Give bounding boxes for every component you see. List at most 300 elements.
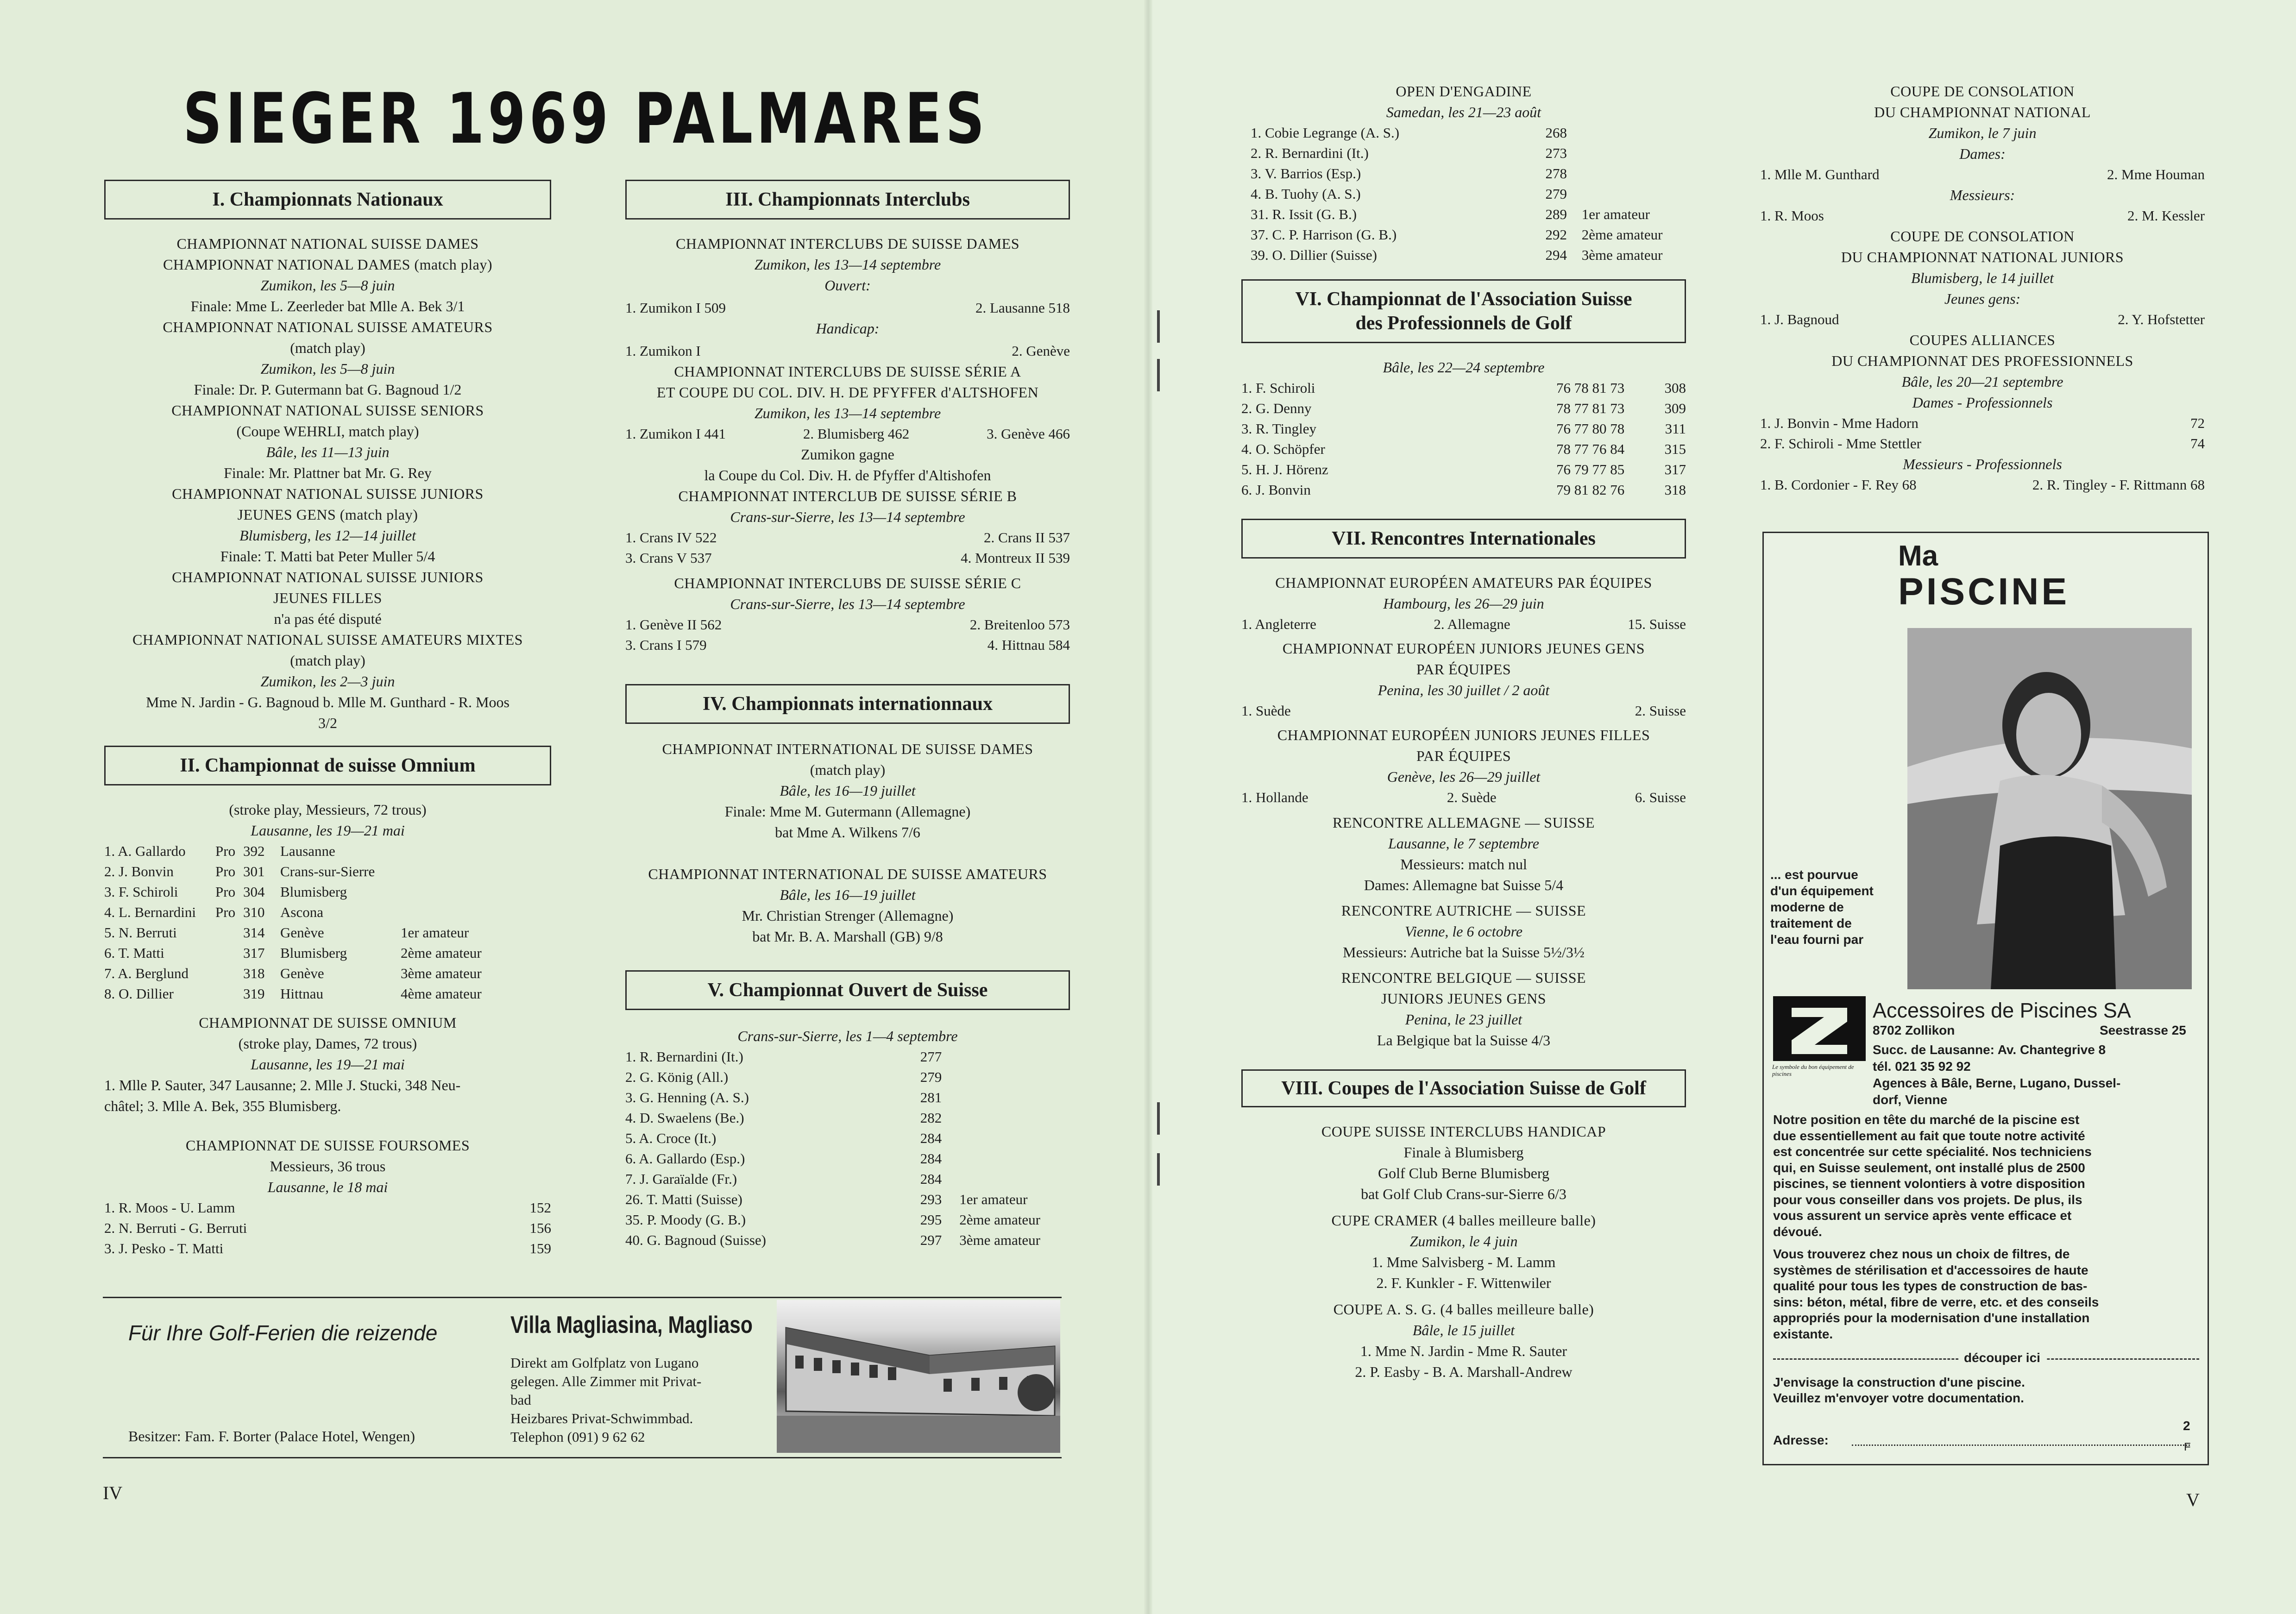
result-cell: 1. J. Bagnoud xyxy=(1760,311,1839,327)
company-tel: tél. 021 35 92 92 xyxy=(1873,1059,1971,1074)
intl-dames-result: Finale: Mme M. Gutermann (Allemagne) xyxy=(724,803,971,820)
section-1-line: 3/2 xyxy=(318,715,337,731)
consolation-date: Zumikon, le 7 juin xyxy=(1928,125,2037,141)
engadine-title: OPEN D'ENGADINE xyxy=(1396,83,1532,100)
section-heading-2: II. Championnat de suisse Omnium xyxy=(104,746,551,785)
result-cell: Pro xyxy=(215,884,236,900)
result-row xyxy=(625,1067,1070,1087)
result-row xyxy=(104,984,551,1004)
result-cell: 1. F. Schiroli xyxy=(1241,380,1315,396)
result-cell: 40. G. Bagnoud (Suisse) xyxy=(625,1232,766,1248)
result-cell: 1er amateur xyxy=(1581,206,1650,222)
result-cell: 1. B. Cordonier - F. Rey 68 xyxy=(1760,477,1917,493)
company-logo-icon xyxy=(1773,996,1866,1066)
piscine-body-line: existante. xyxy=(1773,1326,1833,1341)
result-cell: 3ème amateur xyxy=(401,965,482,981)
interclubs-handicap-row xyxy=(625,341,1070,361)
piscine-tagline-line: l'eau fourni par xyxy=(1770,932,1864,947)
section-heading-3: III. Championnats Interclubs xyxy=(625,180,1070,220)
alliances-row xyxy=(1760,433,2205,454)
result-cell: 2. Lausanne 518 xyxy=(975,300,1070,316)
result-row xyxy=(1241,439,1686,459)
result-cell: 2. Mme Houman xyxy=(2107,166,2205,182)
result-cell: 2. R. Bernardini (It.) xyxy=(1251,145,1369,161)
asg-cup-result: 1. Mme N. Jardin - Mme R. Sauter xyxy=(1360,1343,1567,1359)
result-cell: 76 79 77 85 xyxy=(1556,461,1625,477)
result-cell: 292 xyxy=(1545,226,1567,243)
result-cell: 1. Suède xyxy=(1241,703,1291,719)
section-heading-8: VIII. Coupes de l'Association Suisse de Golf xyxy=(1241,1069,1686,1107)
euro-jf-date: Genève, les 26—29 juillet xyxy=(1387,768,1541,785)
piscine-tagline-line: traitement de xyxy=(1770,916,1852,930)
result-row xyxy=(625,1169,1070,1189)
intl-amateurs-result: Mr. Christian Strenger (Allemagne) xyxy=(742,907,954,924)
result-cell: 2ème amateur xyxy=(959,1212,1040,1228)
result-cell: Ascona xyxy=(280,904,323,920)
villa-photo xyxy=(777,1300,1060,1453)
result-cell xyxy=(959,1067,1070,1087)
villa-text xyxy=(510,1354,701,1446)
section-1-line: n'a pas été disputé xyxy=(274,610,382,627)
result-cell: 279 xyxy=(1545,186,1567,202)
alliances-title-2: DU CHAMPIONNAT DES PROFESSIONNELS xyxy=(1831,352,2133,369)
piscine-body-line: vous assurent un service après vente efficace et xyxy=(1773,1208,2072,1223)
swimmer-image xyxy=(1907,628,2192,989)
result-cell xyxy=(959,1128,1070,1149)
result-cell xyxy=(1582,163,1686,184)
omnium-date: Lausanne, les 19—21 mai xyxy=(251,822,405,839)
section-1-line: Blumisberg, les 12—14 juillet xyxy=(239,527,416,544)
result-cell: 1. Hollande xyxy=(1241,789,1308,805)
result-row xyxy=(104,841,551,861)
result-row xyxy=(1251,184,1686,204)
result-cell xyxy=(959,1169,1070,1189)
result-cell xyxy=(401,902,503,923)
consolation-juniors-date: Blumisberg, le 14 juillet xyxy=(1911,270,2054,286)
result-row xyxy=(104,923,551,943)
page-title: SIEGER 1969 PALMARES xyxy=(183,79,988,159)
result-cell: 31. R. Issit (G. B.) xyxy=(1251,206,1357,222)
result-cell: 2. Genève xyxy=(1012,343,1070,359)
section-1-line: Zumikon, les 2—3 juin xyxy=(260,673,395,690)
piscine-body-line: piscines, se tiennent volontiers à votre disposition xyxy=(1773,1176,2085,1191)
section-heading-1: I. Championnats Nationaux xyxy=(104,180,551,220)
piscine-body-1 xyxy=(1773,1112,2092,1240)
result-cell: 2. J. Bonvin xyxy=(104,863,174,879)
result-cell: 2. G. König (All.) xyxy=(625,1069,729,1085)
consolation-messieurs-label: Messieurs: xyxy=(1950,187,2015,203)
result-row xyxy=(625,1149,1070,1169)
result-cell: 3. Crans V 537 xyxy=(625,550,712,566)
result-cell: 4. Montreux II 539 xyxy=(961,550,1070,566)
section-1-line: CHAMPIONNAT NATIONAL SUISSE JUNIORS xyxy=(172,485,484,502)
result-row xyxy=(625,1128,1070,1149)
piscine-body-line: dévoué. xyxy=(1773,1224,1822,1239)
result-cell: 314 xyxy=(243,924,265,941)
section-1-line: Zumikon, les 5—8 juin xyxy=(260,360,395,377)
piscine-body-line: systèmes de stérilisation et d'accessoires de haute xyxy=(1773,1262,2088,1277)
result-cell: 277 xyxy=(920,1049,942,1065)
rencontre-belgique-date: Penina, le 23 juillet xyxy=(1405,1011,1522,1028)
result-cell: 295 xyxy=(920,1212,942,1228)
result-cell: 78 77 81 73 xyxy=(1556,400,1625,416)
serie-c-row xyxy=(625,615,1070,635)
result-row xyxy=(1251,204,1686,225)
section-1-line: Bâle, les 11—13 juin xyxy=(266,444,390,460)
euro-jf-title-2: PAR ÉQUIPES xyxy=(1416,747,1511,764)
cramer-title: CUPE CRAMER (4 balles meilleure balle) xyxy=(1331,1212,1596,1229)
result-cell: 2. F. Schiroli - Mme Stettler xyxy=(1760,435,1921,452)
euro-jg-title: CHAMPIONNAT EUROPÉEN JUNIORS JEUNES GENS xyxy=(1282,640,1645,657)
piscine-tagline xyxy=(1770,867,1874,948)
rencontre-allemagne-result-2: Dames: Allemagne bat Suisse 5/4 xyxy=(1364,877,1564,893)
company-agences-2: dorf, Vienne xyxy=(1873,1093,1948,1107)
alliances-row xyxy=(1760,413,2205,433)
page-number-left: IV xyxy=(103,1482,123,1503)
result-row xyxy=(1241,459,1686,480)
omnium-dames-date: Lausanne, les 19—21 mai xyxy=(251,1056,405,1073)
section-heading-6-line1: VI. Championnat de l'Association Suisse xyxy=(1295,289,1632,310)
section-1-line: Finale: Mme L. Zeerleder bat Mlle A. Bek 3/1 xyxy=(190,298,465,314)
consolation-title-2: DU CHAMPIONNAT NATIONAL xyxy=(1874,104,2091,120)
company-agences: Agences à Bâle, Berne, Lugano, Dussel- xyxy=(1873,1076,2121,1090)
section-1-line: JEUNES FILLES xyxy=(273,590,382,606)
result-cell: 284 xyxy=(920,1171,942,1187)
consolation-juniors-row xyxy=(1760,309,2205,330)
serie-b-title: CHAMPIONNAT INTERCLUB DE SUISSE SÉRIE B xyxy=(678,488,1017,504)
result-cell: 6. A. Gallardo (Esp.) xyxy=(625,1150,745,1167)
result-cell: 1er amateur xyxy=(959,1191,1028,1207)
result-cell: 5. H. J. Hörenz xyxy=(1241,461,1328,477)
result-cell: Hittnau xyxy=(280,986,323,1002)
result-cell: 74 xyxy=(2190,435,2205,452)
result-cell: 4. D. Swaelens (Be.) xyxy=(625,1110,744,1126)
column-1 xyxy=(104,180,551,1259)
serie-a-row xyxy=(625,424,1070,444)
result-cell: 72 xyxy=(2190,415,2205,431)
result-cell: 2. Allemagne xyxy=(1434,616,1510,632)
swimmer-photo xyxy=(1907,628,2192,989)
result-row xyxy=(1251,123,1686,143)
result-cell: 39. O. Dillier (Suisse) xyxy=(1251,247,1377,263)
omnium-dames-sub: (stroke play, Dames, 72 trous) xyxy=(238,1035,417,1052)
piscine-body-line: appropriés pour la modernisation d'une installation xyxy=(1773,1311,2090,1325)
result-cell: 6. T. Matti xyxy=(104,945,164,961)
result-cell: 6. J. Bonvin xyxy=(1241,482,1311,498)
section-1-body xyxy=(104,233,551,734)
villa-building-image xyxy=(777,1300,1060,1453)
result-cell: 2. R. Tingley - F. Rittmann 68 xyxy=(2032,477,2205,493)
column-4 xyxy=(1760,81,2205,495)
result-cell: 2. Blumisberg 462 xyxy=(803,426,910,442)
result-cell: 279 xyxy=(920,1069,942,1085)
result-row xyxy=(625,1087,1070,1108)
result-cell xyxy=(959,1108,1070,1128)
piscine-body-line: qualité pour tous les types de construction de bas- xyxy=(1773,1279,2088,1293)
result-cell: 1. Zumikon I 441 xyxy=(625,426,726,442)
logo-tagline: Le symbole du bon équipement de piscines xyxy=(1772,1063,1854,1077)
result-row xyxy=(104,902,551,923)
villa-text-line: bad xyxy=(510,1392,531,1408)
result-cell: 3ème amateur xyxy=(959,1232,1040,1248)
foursomes-title: CHAMPIONNAT DE SUISSE FOURSOMES xyxy=(185,1137,470,1154)
result-cell: Pro xyxy=(215,904,236,920)
engadine-results xyxy=(1241,123,1686,265)
interclubs-ouvert-label: Ouvert: xyxy=(824,277,871,294)
piscine-tagline-line: ... est pourvue xyxy=(1770,867,1858,882)
foursomes-sub: Messieurs, 36 trous xyxy=(270,1158,386,1174)
result-cell: 152 xyxy=(529,1200,551,1216)
serie-a-title: CHAMPIONNAT INTERCLUBS DE SUISSE SÉRIE A xyxy=(674,363,1021,380)
serie-a-note: Zumikon gagne xyxy=(801,446,894,463)
result-cell: Pro xyxy=(215,843,236,859)
asg-pro-date: Bâle, les 22—24 septembre xyxy=(1383,359,1545,376)
result-cell: 293 xyxy=(920,1191,942,1207)
result-row xyxy=(1251,143,1686,163)
result-cell: 2. Y. Hofstetter xyxy=(2118,311,2205,327)
piscine-ma: Ma xyxy=(1898,540,1938,572)
intl-dames-result-2: bat Mme A. Wilkens 7/6 xyxy=(775,824,920,841)
result-cell: 3. Genève 466 xyxy=(987,426,1070,442)
rencontre-belgique-result: La Belgique bat la Suisse 4/3 xyxy=(1377,1032,1551,1049)
result-cell xyxy=(401,861,503,882)
serie-a-note-2: la Coupe du Col. Div. H. de Pfyffer d'Altishofen xyxy=(704,467,991,484)
coupon-line: J'envisage la construction d'une piscine. xyxy=(1773,1375,2025,1389)
result-cell: 156 xyxy=(529,1220,551,1236)
serie-b-row xyxy=(625,528,1070,548)
serie-b-row xyxy=(625,548,1070,568)
result-cell: 289 xyxy=(1545,206,1567,222)
result-cell: 4ème amateur xyxy=(401,986,482,1002)
result-cell: Lausanne xyxy=(280,843,335,859)
result-cell: 2. G. Denny xyxy=(1241,400,1312,416)
interclubs-handicap-line: Finale à Blumisberg xyxy=(1403,1144,1524,1161)
result-cell xyxy=(401,841,503,861)
result-cell xyxy=(959,1047,1070,1067)
result-cell: 2. N. Berruti - G. Berruti xyxy=(104,1220,247,1236)
result-cell: 3ème amateur xyxy=(1581,247,1663,263)
serie-c-title: CHAMPIONNAT INTERCLUBS DE SUISSE SÉRIE C xyxy=(674,575,1021,591)
result-cell: 1. Zumikon I xyxy=(625,343,701,359)
villa-owner: Besitzer: Fam. F. Borter (Palace Hotel, Wengen) xyxy=(128,1428,415,1444)
result-cell xyxy=(1582,184,1686,204)
intl-dames-sub: (match play) xyxy=(810,761,886,778)
result-cell: 317 xyxy=(243,945,265,961)
result-cell: 1. A. Gallardo xyxy=(104,843,186,859)
alliances-dames-label: Dames - Professionnels xyxy=(1912,394,2053,411)
villa-name: Villa Magliasina, Magliaso xyxy=(510,1312,753,1338)
villa-ad xyxy=(103,1297,1062,1458)
consolation-title: COUPE DE CONSOLATION xyxy=(1890,83,2075,100)
spine-mark xyxy=(1157,1102,1160,1135)
euro-jg-date: Penina, les 30 juillet / 2 août xyxy=(1378,682,1550,698)
section-1-line: CHAMPIONNAT NATIONAL SUISSE DAMES xyxy=(176,235,479,252)
spine xyxy=(1144,0,1152,1614)
result-cell: 4. L. Bernardini xyxy=(104,904,196,920)
engadine-date: Samedan, les 21—23 août xyxy=(1386,104,1541,120)
result-cell: 78 77 76 84 xyxy=(1556,441,1625,457)
result-cell: 3. R. Tingley xyxy=(1241,421,1316,437)
result-row xyxy=(104,1198,551,1218)
company-city: 8702 Zollikon xyxy=(1873,1023,1955,1037)
piscine-body-line: sins: béton, métal, fibre de verre, etc. et des conseils xyxy=(1773,1294,2099,1309)
foursomes-results xyxy=(104,1198,551,1259)
consolation-juniors-title-2: DU CHAMPIONNAT NATIONAL JUNIORS xyxy=(1841,249,2124,265)
coupon-number: 2 xyxy=(2183,1419,2190,1433)
result-row xyxy=(1251,163,1686,184)
rencontre-belgique-title-2: JUNIORS JEUNES GENS xyxy=(1381,990,1547,1007)
section-1-line: CHAMPIONNAT NATIONAL SUISSE JUNIORS xyxy=(172,569,484,585)
result-cell: 4. Hittnau 584 xyxy=(987,637,1070,653)
result-cell: Genève xyxy=(280,965,324,981)
address-label[interactable]: Adresse: xyxy=(1773,1433,1829,1447)
result-cell xyxy=(215,963,243,984)
result-cell: 6. Suisse xyxy=(1635,789,1686,805)
result-cell: 1. Angleterre xyxy=(1241,616,1316,632)
piscine-ad xyxy=(1762,532,2209,1465)
villa-text-line: Direkt am Golfplatz von Lugano xyxy=(510,1355,699,1371)
result-cell: 26. T. Matti (Suisse) xyxy=(625,1191,742,1207)
rencontre-allemagne-title: RENCONTRE ALLEMAGNE — SUISSE xyxy=(1332,814,1595,831)
section-1-line: (Coupe WEHRLI, match play) xyxy=(236,423,419,440)
section-1-line: Zumikon, les 5—8 juin xyxy=(260,277,395,294)
asg-cup-title: COUPE A. S. G. (4 balles meilleure balle) xyxy=(1333,1301,1594,1318)
result-row xyxy=(104,963,551,984)
page-number-right: V xyxy=(2186,1489,2200,1510)
foursomes-date: Lausanne, le 18 mai xyxy=(267,1179,388,1195)
serie-a-date: Zumikon, les 13—14 septembre xyxy=(754,405,941,421)
piscine-body-line: Notre position en tête du marché de la piscine est xyxy=(1773,1112,2080,1127)
result-row xyxy=(1241,419,1686,439)
result-row xyxy=(104,1218,551,1238)
result-cell xyxy=(215,923,243,943)
asg-cup-date: Bâle, le 15 juillet xyxy=(1412,1322,1515,1338)
result-cell: 1. J. Bonvin - Mme Hadorn xyxy=(1760,415,1919,431)
omnium-intro: (stroke play, Messieurs, 72 trous) xyxy=(229,801,427,818)
result-cell xyxy=(1582,123,1686,143)
piscine-body-line: qui, en Suisse seulement, ont installé plus de 2500 xyxy=(1773,1160,2085,1175)
result-cell: 2. Suède xyxy=(1447,789,1497,805)
interclubs-dames-title: CHAMPIONNAT INTERCLUBS DE SUISSE DAMES xyxy=(675,235,1020,252)
rencontre-belgique-title: RENCONTRE BELGIQUE — SUISSE xyxy=(1341,969,1586,986)
interclubs-handicap-label: Handicap: xyxy=(816,320,880,337)
cramer-date: Zumikon, le 4 juin xyxy=(1409,1233,1518,1250)
result-cell xyxy=(959,1087,1070,1108)
result-cell: 79 81 82 76 xyxy=(1556,482,1625,498)
address-line[interactable] xyxy=(1852,1444,2190,1446)
result-row xyxy=(104,1238,551,1259)
result-row xyxy=(1251,245,1686,265)
alliances-title: COUPES ALLIANCES xyxy=(1909,332,2056,348)
result-cell: 4. B. Tuohy (A. S.) xyxy=(1251,186,1361,202)
result-cell: 304 xyxy=(243,884,265,900)
result-cell: Crans-sur-Sierre xyxy=(280,863,375,879)
result-cell: 76 78 81 73 xyxy=(1556,380,1625,396)
interclubs-dames-date: Zumikon, les 13—14 septembre xyxy=(754,256,941,273)
result-cell: Blumisberg xyxy=(280,945,347,961)
result-row xyxy=(104,882,551,902)
result-cell: 318 xyxy=(1664,482,1686,498)
result-cell xyxy=(215,984,243,1004)
result-cell xyxy=(959,1149,1070,1169)
intl-dames-date: Bâle, les 16—19 juillet xyxy=(780,782,916,799)
result-cell: 1. Cobie Legrange (A. S.) xyxy=(1251,125,1400,141)
cramer-result: 1. Mme Salvisberg - M. Lamm xyxy=(1371,1254,1556,1270)
result-row xyxy=(1251,225,1686,245)
result-cell: 309 xyxy=(1664,400,1686,416)
result-cell: 159 xyxy=(529,1240,551,1256)
open-suisse-results xyxy=(625,1047,1070,1250)
section-heading-5: V. Championnat Ouvert de Suisse xyxy=(625,970,1070,1010)
serie-c-date: Crans-sur-Sierre, les 13—14 septembre xyxy=(730,596,965,612)
rencontre-allemagne-result: Messieurs: match nul xyxy=(1400,856,1527,873)
result-cell: 310 xyxy=(243,904,265,920)
villa-slogan: Für Ihre Golf-Ferien die reizende xyxy=(128,1321,438,1345)
section-1-line: JEUNES GENS (match play) xyxy=(237,506,418,523)
result-cell: 2. Breitenloo 573 xyxy=(969,616,1070,633)
consolation-juniors-title: COUPE DE CONSOLATION xyxy=(1890,228,2075,245)
result-cell: 315 xyxy=(1664,441,1686,457)
result-cell: 76 77 80 78 xyxy=(1556,421,1625,437)
villa-text-line: gelegen. Alle Zimmer mit Privat- xyxy=(510,1373,702,1389)
coupon-line-2: Veuillez m'envoyer votre documentation. xyxy=(1773,1391,2024,1405)
result-cell: Genève xyxy=(280,924,324,941)
piscine-body-line: due essentiellement au fait que toute notre activité xyxy=(1773,1128,2085,1143)
interclubs-handicap-line-3: bat Golf Club Crans-sur-Sierre 6/3 xyxy=(1361,1186,1566,1202)
alliances-date: Bâle, les 20—21 septembre xyxy=(1901,373,2063,390)
result-cell: 35. P. Moody (G. B.) xyxy=(625,1212,746,1228)
result-cell: Pro xyxy=(215,863,236,879)
result-cell xyxy=(401,882,503,902)
intl-amateurs-date: Bâle, les 16—19 juillet xyxy=(780,886,916,903)
alliances-messieurs-label: Messieurs - Professionnels xyxy=(1903,456,2062,472)
spine-mark xyxy=(1157,1153,1160,1186)
rencontre-allemagne-date: Lausanne, le 7 septembre xyxy=(1388,835,1539,852)
spine-mark xyxy=(1157,359,1160,391)
result-cell: Blumisberg xyxy=(280,884,347,900)
villa-text-line: Heizbares Privat-Schwimmbad. xyxy=(510,1410,693,1426)
rencontre-autriche-date: Vienne, le 6 octobre xyxy=(1404,923,1523,940)
result-cell: 284 xyxy=(920,1130,942,1146)
result-row xyxy=(625,1230,1070,1250)
section-1-line: CHAMPIONNAT NATIONAL SUISSE AMATEURS MIXTES xyxy=(132,631,523,648)
intl-dames-title: CHAMPIONNAT INTERNATIONAL DE SUISSE DAMES xyxy=(662,741,1033,757)
section-heading-7: VII. Rencontres Internationales xyxy=(1241,519,1686,559)
interclubs-handicap-line-2: Golf Club Berne Blumisberg xyxy=(1378,1165,1550,1181)
piscine-tagline-line: d'un équipement xyxy=(1770,884,1874,898)
result-row xyxy=(1241,398,1686,419)
section-heading-4: IV. Championnats internationnaux xyxy=(625,684,1070,724)
section-1-line: Mme N. Jardin - G. Bagnoud b. Mlle M. Gunthard - R. Moos xyxy=(146,694,510,710)
result-cell: 1. R. Bernardini (It.) xyxy=(625,1049,743,1065)
result-row xyxy=(625,1189,1070,1210)
interclubs-ouvert-row xyxy=(625,298,1070,318)
result-cell: 3. F. Schiroli xyxy=(104,884,178,900)
result-cell: 3. J. Pesko - T. Matti xyxy=(104,1240,224,1256)
alliances-row xyxy=(1760,475,2205,495)
result-row xyxy=(625,1210,1070,1230)
serie-a-title-2: ET COUPE DU COL. DIV. H. DE PFYFFER d'ALTSHOFEN xyxy=(656,384,1039,401)
column-2 xyxy=(625,180,1070,1250)
result-cell: 282 xyxy=(920,1110,942,1126)
asg-pro-results xyxy=(1241,378,1686,500)
result-cell: 3. G. Henning (A. S.) xyxy=(625,1089,749,1105)
piscine-body-line: Vous trouverez chez nous un choix de filtres, de xyxy=(1773,1247,2070,1261)
section-1-line: Finale: Dr. P. Gutermann bat G. Bagnoud 1/2 xyxy=(194,381,462,398)
result-cell: 392 xyxy=(243,843,265,859)
euro-jg-row xyxy=(1241,701,1686,721)
section-1-line: CHAMPIONNAT NATIONAL SUISSE AMATEURS xyxy=(163,319,493,335)
